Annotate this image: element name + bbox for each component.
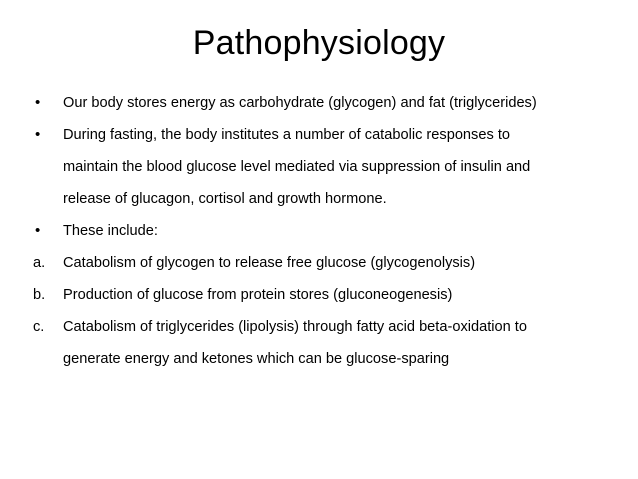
list-item xyxy=(33,279,603,311)
slide-title: Pathophysiology xyxy=(192,24,446,62)
item-text-line: Catabolism of glycogen to release free glucose (glycogenolysis) xyxy=(63,255,476,271)
item-text-line: These include: xyxy=(63,223,158,239)
list-item xyxy=(33,311,603,375)
item-text-line: Catabolism of triglycerides (lipolysis) through fatty acid beta-oxidation to xyxy=(63,319,527,335)
item-text-line: release of glucagon, cortisol and growth hormone. xyxy=(63,191,387,207)
item-text-line: During fasting, the body institutes a number of catabolic responses to xyxy=(63,127,510,143)
bullet-marker: • xyxy=(35,222,41,239)
letter-marker: b. xyxy=(33,287,46,303)
item-text-line: Our body stores energy as carbohydrate (glycogen) and fat (triglycerides) xyxy=(63,95,537,111)
letter-marker: a. xyxy=(33,255,46,271)
item-text-line: Production of glucose from protein stores (gluconeogenesis) xyxy=(63,287,453,303)
list-item xyxy=(33,87,603,119)
list-item xyxy=(33,215,603,247)
item-text-line: generate energy and ketones which can be glucose-sparing xyxy=(63,351,450,367)
bullet-marker: • xyxy=(35,94,41,111)
bullet-marker: • xyxy=(35,126,41,143)
list-item xyxy=(33,247,603,279)
list-item xyxy=(33,119,603,215)
letter-marker: c. xyxy=(33,319,45,335)
item-text-line: maintain the blood glucose level mediated via suppression of insulin and xyxy=(63,159,531,175)
content-list xyxy=(33,87,603,375)
